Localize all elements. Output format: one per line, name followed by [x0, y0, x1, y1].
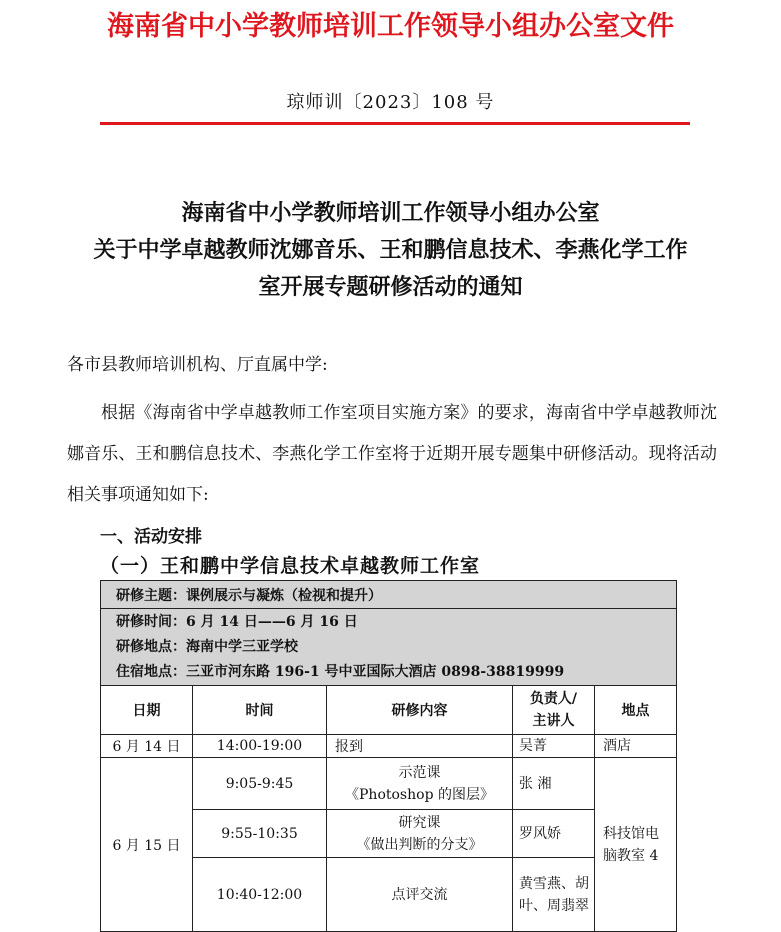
cell-content: 报到: [327, 735, 513, 758]
cell-person: 吴菁: [513, 735, 595, 758]
info-location: 研修地点：海南中学三亚学校: [116, 638, 298, 655]
header-person-line: 负责人/: [529, 691, 578, 707]
info-row: [101, 581, 677, 609]
cell-content: [327, 810, 513, 858]
content-title: 《做出判断的分支》: [356, 836, 483, 853]
notice-title-line: 室开展专题研修活动的通知: [258, 274, 523, 300]
red-divider: [100, 122, 690, 125]
header-content: 研修内容: [327, 686, 513, 735]
document-header-title: 海南省中小学教师培训工作领导小组办公室文件: [107, 11, 674, 42]
cell-time: 9:05-9:45: [193, 758, 327, 810]
header-time: 时间: [193, 686, 327, 735]
notice-title-line: 关于中学卓越教师沈娜音乐、王和鹏信息技术、李燕化学工作: [93, 237, 688, 263]
info-details: [101, 609, 677, 686]
info-lodging: 住宿地点：三亚市河东路 196-1 号中亚国际大酒店 0898-38819999: [116, 663, 565, 680]
content-type: 示范课: [398, 764, 441, 781]
content-title: 《Photoshop 的图层》: [345, 786, 494, 803]
table-row: [101, 735, 677, 758]
info-row: [101, 609, 677, 686]
salutation: 各市县教师培训机构、厅直属中学:: [67, 355, 328, 375]
sub-heading: （一）王和鹏中学信息技术卓越教师工作室: [100, 555, 481, 577]
info-time: 研修时间：6 月 14 日——6 月 16 日: [116, 613, 358, 630]
cell-date: 6 月 15 日: [101, 758, 193, 932]
schedule-table: [100, 580, 677, 932]
cell-place: 科技馆电脑教室 4: [595, 758, 677, 932]
table-row: [101, 758, 677, 810]
cell-person: 黄雪燕、胡叶、周翡翠: [513, 858, 595, 932]
section-heading: 一、活动安排: [100, 527, 202, 547]
table-header-row: [101, 686, 677, 735]
cell-time: 10:40-12:00: [193, 858, 327, 932]
cell-content: [327, 758, 513, 810]
cell-content: 点评交流: [327, 858, 513, 932]
info-theme: 研修主题：课例展示与凝炼（检视和提升）: [101, 581, 677, 609]
document-number: 琼师训〔2023〕108 号: [286, 92, 495, 113]
header-person: [513, 686, 595, 735]
header-person-line: 主讲人: [532, 713, 575, 729]
cell-time: 9:55-10:35: [193, 810, 327, 858]
cell-date: 6 月 14 日: [101, 735, 193, 758]
header-place: 地点: [595, 686, 677, 735]
notice-title: [40, 195, 741, 306]
body-paragraph: 根据《海南省中学卓越教师工作室项目实施方案》的要求，海南省中学卓越教师沈娜音乐、王和鹏信息技术、李燕化学工作室将于近期开展专题集中研修活动。现将活动相关事项通知如下:: [67, 403, 717, 505]
cell-time: 14:00-19:00: [193, 735, 327, 758]
content-type: 研究课: [398, 814, 441, 831]
notice-title-line: 海南省中小学教师培训工作领导小组办公室: [181, 200, 600, 226]
cell-place: 酒店: [595, 735, 677, 758]
cell-person: 罗风娇: [513, 810, 595, 858]
cell-person: 张 湘: [513, 758, 595, 810]
header-date: 日期: [101, 686, 193, 735]
